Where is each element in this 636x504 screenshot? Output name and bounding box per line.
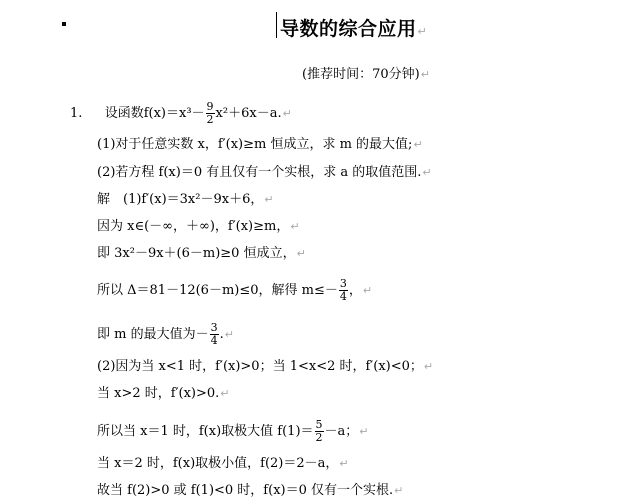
problem-statement: 1. 设函数f(x)＝x³－ $\frac{9}{2}$ x²＋6x－a.↵ <box>70 100 292 126</box>
solution-line-7: 当 x>2 时，f′(x)>0.↵ <box>97 386 230 401</box>
solution-line-9: 当 x＝2 时，f(x)取极小值，f(2)＝2－a，↵ <box>97 456 349 471</box>
solution-line-1: 解 (1)f′(x)＝3x²－9x＋6，↵ <box>97 192 274 207</box>
solution-line-10: 故当 f(2)>0 或 f(1)<0 时，f(x)＝0 仅有一个实根.↵ <box>97 483 404 498</box>
solution-line-3: 即 3x²－9x＋(6－m)≥0 恒成立，↵ <box>97 246 306 261</box>
fraction-9-2: $\frac{9}{2}$ <box>206 100 214 126</box>
question-1: (1)对于任意实数 x，f′(x)≥m 恒成立，求 m 的最大值;↵ <box>97 137 423 152</box>
solution-line-5: 即 m 的最大值为－ $\frac{3}{4}$ .↵ <box>97 321 234 347</box>
fraction-3-4: $\frac{3}{4}$ <box>339 277 347 303</box>
fraction-3-4b: $\frac{3}{4}$ <box>210 321 218 347</box>
bullet-marker <box>62 22 66 26</box>
solution-line-8: 所以当 x＝1 时，f(x)取极大值 f(1)＝ $\frac{5}{2}$ －a；↵ <box>97 418 369 444</box>
question-2: (2)若方程 f(x)＝0 有且仅有一个实根，求 a 的取值范围.↵ <box>97 165 432 180</box>
fraction-5-2: $\frac{5}{2}$ <box>315 418 323 444</box>
text-cursor <box>276 12 277 38</box>
document-title: 导数的综合应用↵ <box>280 18 428 40</box>
solution-line-2: 因为 x∈(－∞，＋∞)，f′(x)≥m，↵ <box>97 219 300 234</box>
time-note: (推荐时间：70分钟)↵ <box>302 67 430 82</box>
solution-line-4: 所以 Δ＝81－12(6－m)≤0，解得 m≤－ $\frac{3}{4}$ ，↵ <box>97 277 373 303</box>
solution-line-6: (2)因为当 x<1 时，f′(x)>0；当 1<x<2 时，f′(x)<0；↵ <box>97 359 434 374</box>
problem-number: 1. <box>70 106 83 121</box>
